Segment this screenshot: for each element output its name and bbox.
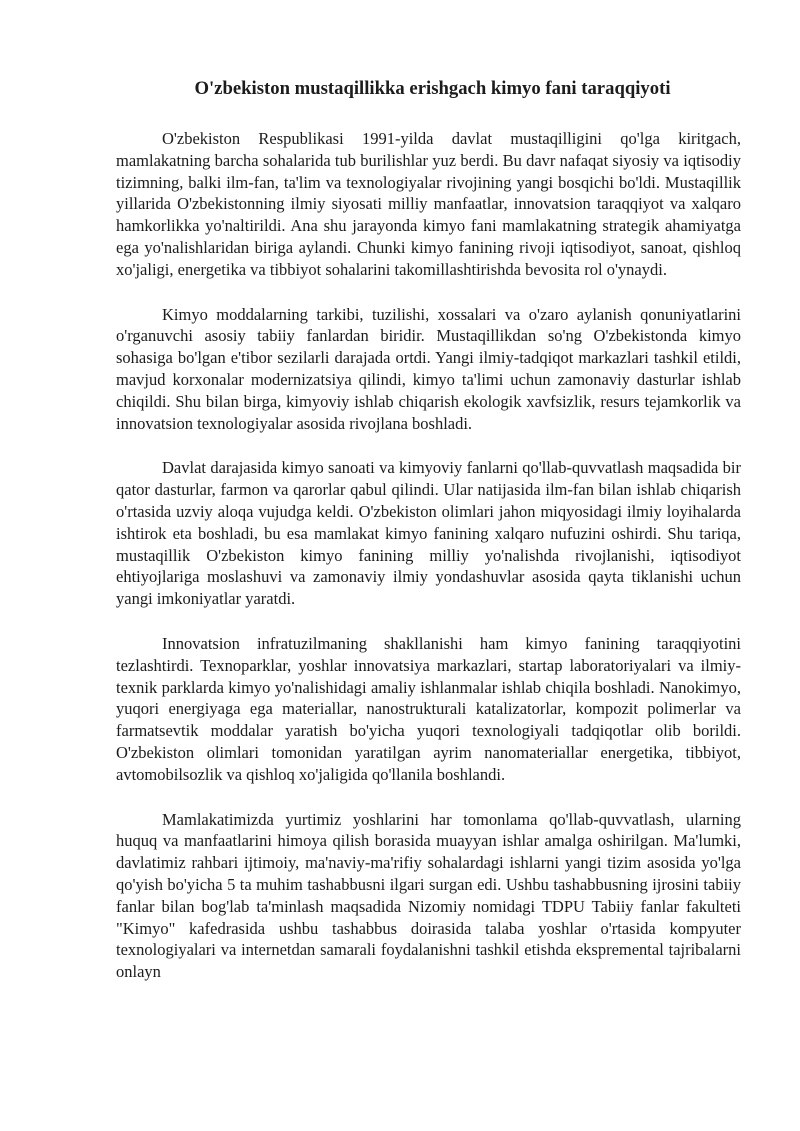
paragraph-4: Innovatsion infratuzilmaning shakllanishi ham kimyo fanining taraqqiyotini tezlashtirdi. Texnoparklar, yoshlar innovatsiya markazlari, startap laboratoriyalari va ilmiy-texnik parklarda kimyo yo'nalishidagi amaliy ishlanmalar ishlab chiqila boshladi. Nanokimyo, yuqori energiyaga ega materiallar, nanostrukturali katalizatorlar, kompozit polimerlar va farmatsevtik moddalar yaratish bo'yicha yuqori texnologiyali tadqiqotlar olib borildi. O'zbekiston olimlari tomonidan yaratilgan ayrim nanomateriallar energetika, tibbiyot, avtomobilsozlik va qishloq xo'jaligida qo'llanila boshlandi. — [116, 633, 741, 784]
paragraph-1: O'zbekiston Respublikasi 1991-yilda davlat mustaqilligini qo'lga kiritgach, mamlakatning barcha sohalarida tub burilishlar yuz berdi. Bu davr nafaqat siyosiy va iqtisodiy tizimning, balki ilm-fan, ta'lim va texnologiyalar rivojining yangi bosqichi bo'ldi. Mustaqillik yillarida O'zbekistonning ilmiy siyosati milliy manfaatlar, innovatsion taraqqiyot va xalqaro hamkorlikka yo'naltirildi. Ana shu jarayonda kimyo fani mamlakatning strategik ahamiyatga ega yo'nalishlaridan biriga aylandi. Chunki kimyo fanining rivoji iqtisodiyot, sanoat, qishloq xo'jaligi, energetika va tibbiyot sohalarini takomillashtirishda bevosita rol o'ynaydi. — [116, 129, 741, 279]
paragraph-5: Mamlakatimizda yurtimiz yoshlarini har tomonlama qo'llab-quvvatlash, ularning huquq va manfaatlarini himoya qilish borasida muayyan ishlar amalga oshirilgan. Ma'lumki, davlatimiz rahbari ijtimoiy, ma'naviy-ma'rifiy sohalardagi ishlarni yangi tizim asosida yo'lga qo'yish bo'yicha 5 ta muhim tashabbusni ilgari surgan edi. Ushbu tashabbusning ijrosini tabiiy fanlar bilan bog'lab ta'minlash maqsadida Nizomiy nomidagi TDPU Tabiiy fanlar fakulteti "Kimyo" kafedrasida ushbu tashabbus doirasida talaba yoshlar o'rtasida kompyuter texnologiyalari va internetdan samarali foydalanishni tashkil etishda ekspremental tajribalarni onlayn — [116, 809, 741, 982]
paragraph-3: Davlat darajasida kimyo sanoati va kimyoviy fanlarni qo'llab-quvvatlash maqsadida bir qator dasturlar, farmon va qarorlar qabul qilindi. Ular natijasida ilm-fan bilan ishlab chiqarish o'rtasida uzviy aloqa vujudga keldi. O'zbekiston olimlari jahon miqyosidagi ilmiy loyihalarda ishtirok eta boshladi, bu esa mamlakat kimyo fanining xalqaro nufuzini oshirdi. Shu tariqa, mustaqillik O'zbekiston kimyo fanining milliy yo'nalishda rivojlanishi, iqtisodiyot ehtiyojlariga moslashuvi va zamonaviy ilmiy yondashuvlar asosida qayta tiklanishi uchun yangi imkoniyatlar yaratdi. — [116, 458, 741, 609]
document-title: O'zbekiston mustaqillikka erishgach kimyo fani taraqqiyoti — [194, 78, 671, 99]
paragraph-2: Kimyo moddalarning tarkibi, tuzilishi, xossalari va o'zaro aylanish qonuniyatlarini o'rganuvchi asosiy tabiiy fanlardan biridir. Mustaqillikdan so'ng O'zbekistonda kimyo sohasiga bo'lgan e'tibor sezilarli darajada ortdi. Yangi ilmiy-tadqiqot markazlari tashkil etildi, mavjud korxonalar modernizatsiya qilindi, kimyo ta'limi uchun zamonaviy dasturlar ishlab chiqildi. Shu bilan birga, kimyoviy ishlab chiqarish ekologik xavfsizlik, resurs tejamkorlik va innovatsion texnologiyalar asosida rivojlana boshladi. — [116, 304, 741, 433]
